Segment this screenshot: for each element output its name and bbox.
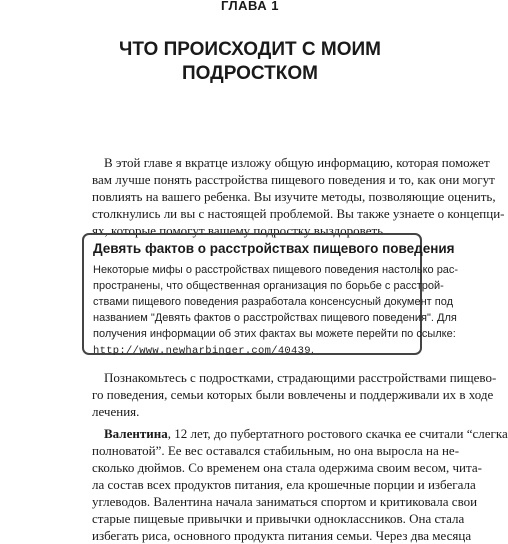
valentina-paragraph bbox=[92, 425, 508, 544]
person-name: Валентина bbox=[104, 426, 168, 441]
text-line bbox=[92, 425, 508, 442]
text-line: Некоторые мифы о расстройствах пищевого поведения настолько рас- bbox=[93, 264, 459, 276]
text-line: пространены, что общественная организация по борьбе с расстрой- bbox=[93, 280, 444, 292]
resource-link[interactable]: http://www.newharbinger.com/40439 bbox=[93, 345, 311, 357]
chapter-title-line: ПОДРОСТКОМ bbox=[182, 63, 318, 84]
text-line: полноватой”. Ее вес оставался стабильным, но она выросла на не- bbox=[92, 443, 460, 458]
text-run: , 12 лет, до пубертатного ростового скачка ее считали “слегка bbox=[167, 426, 508, 441]
text-line: повлиять на вашего ребенка. Вы изучите методы, позволяющие оценить, bbox=[92, 189, 496, 204]
text-line: В этой главе я вкратце изложу общую информацию, которая поможет bbox=[104, 155, 490, 170]
text-line: избегать риса, основного продукта питания семьи. Через два месяца bbox=[92, 528, 472, 543]
text-line: получения информации об этих фактах вы можете перейти по ссылке: bbox=[93, 328, 456, 340]
text-line: старые пищевые привычки и привычки одноклассников. Она стала bbox=[92, 511, 465, 526]
text-line: лечения. bbox=[92, 404, 140, 419]
text-line: столкнулись ли вы с настоящей проблемой. Вы также узнаете о концепци- bbox=[92, 206, 505, 221]
text-line: углеводов. Валентина начала заниматься спортом и критиковала свои bbox=[92, 494, 478, 509]
chapter-title bbox=[0, 38, 500, 86]
text-line: вам лучше понять расстройства пищевого поведения и то, как они могут bbox=[92, 172, 495, 187]
info-sidebar-box bbox=[82, 233, 459, 357]
sidebar-heading: Девять фактов о расстройствах пищевого поведения bbox=[93, 241, 455, 256]
sidebar-body bbox=[93, 262, 459, 359]
chapter-label: ГЛАВА 1 bbox=[220, 0, 280, 13]
text-line: названием "Девять фактов о расстройствах пищевого поведения". Для bbox=[93, 312, 457, 324]
text-line: Познакомьтесь с подростками, страдающими расстройствами пищево- bbox=[104, 370, 497, 385]
link-period: . bbox=[310, 344, 314, 356]
text-line: ствами пищевого поведения разработала консенсусный документ под bbox=[93, 296, 454, 308]
chapter-title-line: ЧТО ПРОИСХОДИТ С МОИМ bbox=[119, 39, 381, 60]
teens-intro-paragraph bbox=[92, 369, 497, 420]
text-line: ях, которые помогут вашему подростку выздороветь. bbox=[92, 223, 387, 238]
link-line bbox=[93, 342, 411, 359]
intro-paragraph bbox=[92, 154, 505, 239]
text-line: го поведения, семьи которых были вовлечены и поддерживали их в ходе bbox=[92, 387, 494, 402]
text-line: сколько дюймов. Со временем она стала одержима своим весом, чита- bbox=[92, 460, 482, 475]
text-line: ла состав всех продуктов питания, ела крошечные порции и избегала bbox=[92, 477, 476, 492]
